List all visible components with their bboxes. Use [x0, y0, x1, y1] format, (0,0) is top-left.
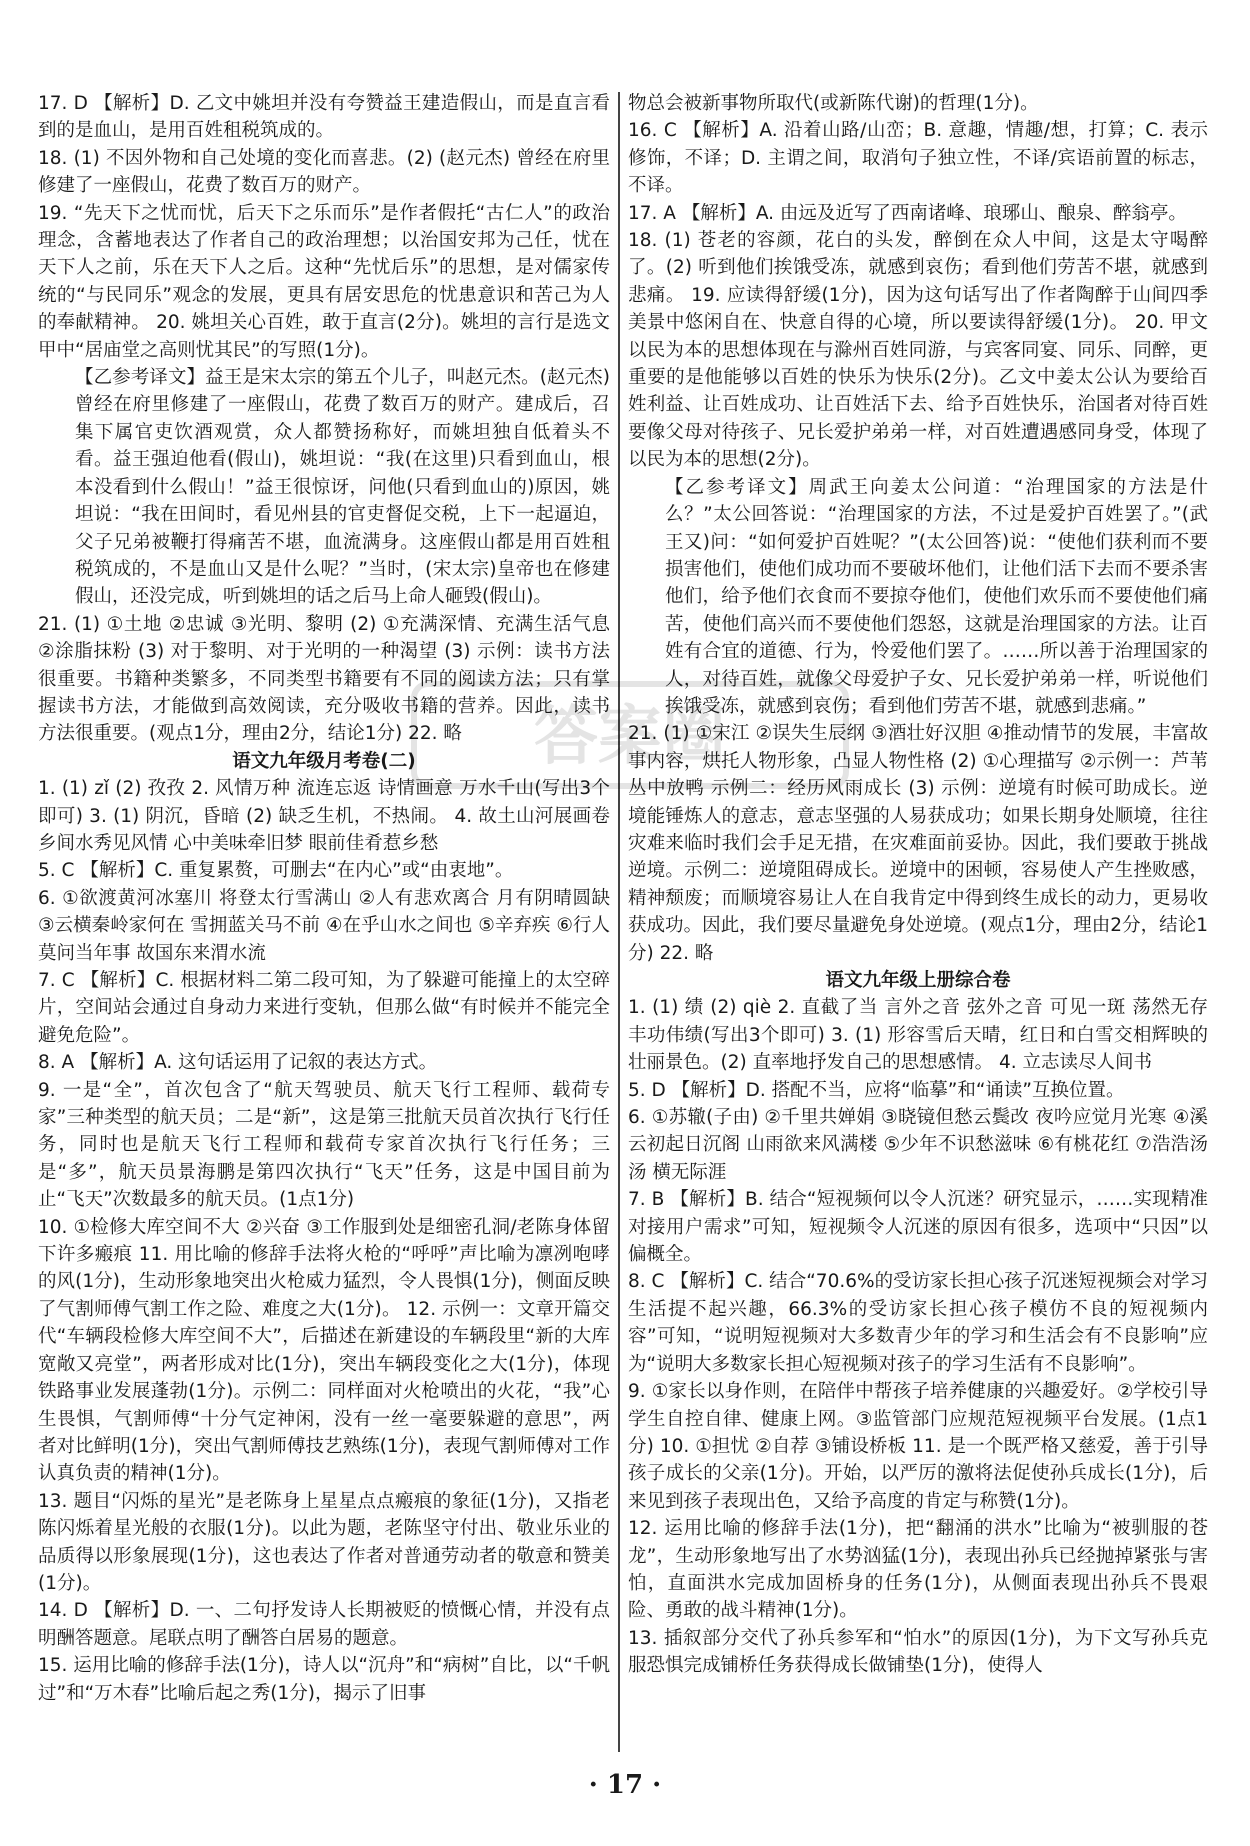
answer-paragraph: 8. A 【解析】A. 这句话运用了记叙的表达方式。: [38, 1052, 438, 1074]
answer-paragraph: 【乙参考译文】益王是宋太宗的第五个儿子，叫赵元杰。(赵元杰) 曾经在府里修建了一座假山，花费了数百万的财产。建成后，召集下属官吏饮酒观赏，众人都赞扬称好，而姚坦独自低着头不看。益王强迫他看(假山)，姚坦说：“我(在这里)只看到血山，根本没看到什么假山！”益王很惊讶，问他(只看到血山的)原因，姚坦说：“我在田间时，看见州县的官吏督促交税，上下一起逼迫，父子兄弟被鞭打得痛苦不堪，血流满身。这座假山都是用百姓租税筑成的，不是血山又是什么呢？”当时，(宋太宗)皇帝也在修建假山，还没完成，听到姚坦的话之后马上命人砸毁(假山)。: [75, 367, 610, 608]
answer-paragraph: 14. D 【解析】D. 一、二句抒发诗人长期被贬的愤慨心情，并没有点明酬答题意。尾联点明了酬答白居易的题意。: [38, 1600, 610, 1649]
answer-paragraph: 19. “先天下之忧而忧，后天下之乐而乐”是作者假托“古仁人”的政治理念，含蓄地表达了作者自己的政治理想；以治国安邦为己任，忧在天下人之前，乐在天下人之后。这种“先忧后乐”的思想，是对儒家传统的“与民同乐”观念的发展，更具有居安思危的忧患意识和苦己为人的奉献精神。 20. 姚坦关心百姓，敢于直言(2分)。姚坦的言行是选文甲中“居庙堂之高则忧其民”的写照(1分)。: [38, 202, 610, 361]
answer-paragraph: 17. D 【解析】D. 乙文中姚坦并没有夸赞益王建造假山，而是直言看到的是血山，是用百姓租税筑成的。: [38, 93, 610, 142]
answer-paragraph: 物总会被新事物所取代(或新陈代谢)的哲理(1分)。: [628, 93, 1039, 114]
answer-paragraph: 9. 一是“全”，首次包含了“航天驾驶员、航天飞行工程师、载荷专家”三种类型的航天员；二是“新”，这是第三批航天员首次执行飞行任务，同时也是航天飞行工程师和载荷专家首次执行飞行任务；三是“多”，航天员景海鹏是第四次执行“飞天”任务，这是中国目前为止“飞天”次数最多的航天员。(1点1分): [38, 1079, 610, 1211]
answer-paragraph: 5. D 【解析】D. 搭配不当，应将“临摹”和“诵读”互换位置。: [628, 1079, 1125, 1101]
answer-paragraph: 17. A 【解析】A. 由远及近写了西南诸峰、琅琊山、酿泉、醉翁亭。: [628, 202, 1187, 224]
answer-paragraph: 15. 运用比喻的修辞手法(1分)，诗人以“沉舟”和“病树”自比，以“千帆过”和“万木春”比喻后起之秀(1分)，揭示了旧事: [38, 1655, 610, 1704]
answer-paragraph: 8. C 【解析】C. 结合“70.6%的受访家长担心孩子沉迷短视频会对学习生活提不起兴趣，66.3%的受访家长担心孩子模仿不良的短视频内容”可知，“说明短视频对大多数青少年的学习和生活会有不良影响”应为“说明大多数家长担心短视频对孩子的学习生活有不良影响”。: [628, 1271, 1208, 1375]
column-divider: [618, 92, 620, 1752]
answer-paragraph: 9. ①家长以身作则，在陪伴中帮孩子培养健康的兴趣爱好。②学校引导学生自控自律、健康上网。③监管部门应规范短视频平台发展。(1点1分) 10. ①担忧 ②自荐 ③铺设桥板 11. 是一个既严格又慈爱，善于引导孩子成长的父亲(1分)。开始，以严厉的激将法促使孙兵成长(1分)，后来见到孩子表现出色，又给予高度的肯定与称赞(1分)。: [628, 1381, 1208, 1512]
answer-paragraph: 13. 插叙部分交代了孙兵参军和“怕水”的原因(1分)，为下文写孙兵克服恐惧完成铺桥任务获得成长做铺垫(1分)，使得人: [628, 1627, 1208, 1677]
answer-paragraph: 12. 运用比喻的修辞手法(1分)，把“翻涌的洪水”比喻为“被驯服的苍龙”，生动形象地写出了水势汹猛(1分)，表现出孙兵已经抛掉紧张与害怕，直面洪水完成加固桥身的任务(1分)，从侧面表现出孙兵不畏艰险、勇敢的战斗精神(1分)。: [628, 1518, 1208, 1622]
answer-paragraph: 10. ①检修大库空间不大 ②兴奋 ③工作服到处是细密孔洞/老陈身体留下许多瘢痕 11. 用比喻的修辞手法将火枪的“呼呼”声比喻为凛冽咆哮的风(1分)，生动形象地突出火枪威力猛烈，令人畏惧(1分)，侧面反映了气割师傅气割工作之险、难度之大(1分)。 12. 示例一：文章开篇交代“车辆段检修大库空间不大”，后描述在新建设的车辆段里“新的大库宽敞又亮堂”，两者形成对比(1分)，突出车辆段变化之大(1分)，体现铁路事业发展蓬勃(1分)。示例二：同样面对火枪喷出的火花，“我”心生畏惧，气割师傅“十分气定神闲，没有一丝一毫要躲避的意思”，两者对比鲜明(1分)，突出气割师傅技艺熟练(1分)，表现气割师傅对工作认真负责的精神(1分)。: [38, 1216, 610, 1485]
answer-paragraph: 21. (1) ①宋江 ②误失生辰纲 ③酒壮好汉胆 ④推动情节的发展，丰富故事内容，烘托人物形象，凸显人物性格 (2) ①心理描写 ②示例一：芦苇丛中放鸭 示例二：经历风雨成长 (3) 示例：逆境有时候可助成长。逆境能锤炼人的意志，意志坚强的人易获成功；如果长期身处顺境，往往灾难来临时我们会手足无措，在灾难面前妥协。因此，我们要敢于挑战逆境。示例二：逆境阻碍成长。逆境中的困顿，容易使人产生挫败感，精神颓废；而顺境容易让人在自我肯定中得到终生成长的动力，更易收获成功。因此，我们要尽量避免身处逆境。(观点1分，理由2分，结论1分) 22. 略: [628, 723, 1208, 964]
section-title: 语文九年级上册综合卷: [825, 970, 1011, 991]
answer-paragraph: 7. B 【解析】B. 结合“短视频何以令人沉迷？研究显示，……实现精准对接用户需求”可知，短视频令人沉迷的原因有很多，选项中“只因”以偏概全。: [628, 1189, 1208, 1266]
answer-paragraph: 1. (1) 绩 (2) qiè 2. 直截了当 言外之音 弦外之音 可见一斑 荡然无存 丰功伟绩(写出3个即可) 3. (1) 形容雪后天晴，红日和白雪交相辉映的壮丽景色。(2) 直率地抒发自己的思想感情。 4. 立志读尽人间书: [628, 997, 1208, 1074]
answer-paragraph: 6. ①苏辙(子由) ②千里共婵娟 ③晓镜但愁云鬓改 夜吟应觉月光寒 ④溪云初起日沉阁 山雨欲来风满楼 ⑤少年不识愁滋味 ⑥有桃花红 ⑦浩浩汤汤 横无际涯: [628, 1107, 1208, 1183]
answer-paragraph: 5. C 【解析】C. 重复累赘，可删去“在内心”或“由衷地”。: [38, 860, 514, 882]
answer-paragraph: 13. 题目“闪烁的星光”是老陈身上星星点点瘢痕的象征(1分)，又指老陈闪烁着星光般的衣服(1分)。以此为题，老陈坚守付出、敬业乐业的品质得以形象展现(1分)，这也表达了作者对普通劳动者的敬意和赞美(1分)。: [38, 1490, 610, 1594]
answer-paragraph: 【乙参考译文】周武王向姜太公问道：“治理国家的方法是什么？”太公回答说：“治理国家的方法，不过是爱护百姓罢了。”(武王又)问：“如何爱护百姓呢？”(太公回答)说：“使他们获利而不要损害他们，使他们成功而不要破坏他们，让他们活下去而不要杀害他们，给予他们衣食而不要掠夺他们，使他们欢乐而不要使他们痛苦，使他们高兴而不要使他们怨怒，这就是治理国家的方法。让百姓有合宜的道德、行为，怜爱他们罢了。……所以善于治理国家的人，对待百姓，就像父母爱护子女、兄长爱护弟弟一样，听说他们挨饿受冻，就感到哀伤；看到他们劳苦不堪，就感到悲痛。”: [665, 476, 1208, 717]
page-number: · 17 ·: [588, 1770, 662, 1800]
answer-paragraph: 16. C 【解析】A. 沿着山路/山峦；B. 意趣，情趣/想，打算；C. 表示修饰，不译；D. 主谓之间，取消句子独立性，不译/宾语前置的标志，不译。: [628, 120, 1208, 197]
answer-paragraph: 6. ①欲渡黄河冰塞川 将登太行雪满山 ②人有悲欢离合 月有阴晴圆缺 ③云横秦岭家何在 雪拥蓝关马不前 ④在乎山水之间也 ⑤辛弃疾 ⑥行人莫问当年事 故国东来渭水流: [38, 887, 610, 964]
section-title: 语文九年级月考卷(二): [232, 750, 416, 772]
left-column: [38, 90, 610, 1707]
answer-paragraph: 18. (1) 苍老的容颜，花白的头发，醉倒在众人中间，这是太守喝醉了。(2) 听到他们挨饿受冻，就感到哀伤；看到他们劳苦不堪，就感到悲痛。 19. 应读得舒缓(1分)，因为这句话写出了作者陶醉于山间四季美景中悠闲自在、快意自得的心境，所以要读得舒缓(1分)。 20. 甲文以民为本的思想体现在与滁州百姓同游，与宾客同宴、同乐、同醉，更重要的是他能够以百姓的快乐为快乐(2分)。乙文中姜太公认为要给百姓利益、让百姓成功、让百姓活下去、给予百姓快乐，治国者对待百姓要像父母对待孩子、兄长爱护弟弟一样，对百姓遭遇感同身受，体现了以民为本的思想(2分)。: [628, 230, 1208, 471]
answer-paragraph: 18. (1) 不因外物和自己处境的变化而喜悲。(2) (赵元杰) 曾经在府里修建了一座假山，花费了数百万的财产。: [38, 147, 610, 197]
right-column: [628, 90, 1208, 1680]
watermark-text: 答案圈: [534, 700, 726, 774]
answer-paragraph: 1. (1) zǐ (2) 孜孜 2. 风情万种 流连忘返 诗情画意 万水千山(写出3个即可) 3. (1) 阴沉，昏暗 (2) 缺乏生机，不热闹。 4. 故土山河展画卷 乡间水秀见风情 心中美味牵旧梦 眼前佳肴惹乡愁: [38, 778, 610, 854]
answer-paragraph: 7. C 【解析】C. 根据材料二第二段可知，为了躲避可能撞上的太空碎片，空间站会通过自身动力来进行变轨，但那么做“有时候并不能完全避免危险”。: [38, 970, 610, 1046]
answer-paragraph: 21. (1) ①土地 ②忠诚 ③光明、黎明 (2) ①充满深情、充满生活气息 ②涂脂抹粉 (3) 对于黎明、对于光明的一种渴望 (3) 示例：读书方法很重要。书籍种类繁多，不同类型书籍要有不同的阅读方法；只有掌握读书方法，才能做到高效阅读，充分吸收书籍的营养。因此，读书方法很重要。(观点1分，理由2分，结论1分) 22. 略: [38, 613, 610, 745]
